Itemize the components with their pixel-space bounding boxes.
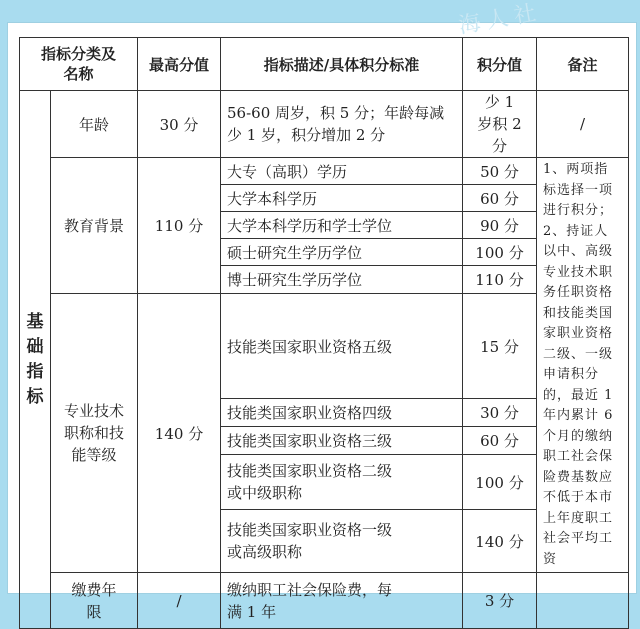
age-remark: / [537,91,629,158]
insurance-remark [537,573,629,629]
header-score: 积分值 [463,38,537,91]
education-item-desc: 博士研究生学历学位 [221,266,463,294]
education-item-score: 50 分 [463,158,537,185]
education-item-score: 110 分 [463,266,537,294]
header-max-score: 最高分值 [138,38,221,91]
professional-max: 140 分 [138,294,221,573]
base-indicator-label: 基础指标 [20,91,51,629]
education-item-score: 100 分 [463,239,537,266]
header-row [20,38,629,91]
age-desc: 56-60 周岁，积 5 分；年龄每减少 1 岁，积分增加 2 分 [221,91,463,158]
header-category: 指标分类及名称 [20,38,138,91]
education-item-desc: 大学本科学历和学士学位 [221,212,463,239]
professional-item-desc: 技能类国家职业资格二级或中级职称 [221,455,463,510]
insurance-name: 缴费年限 [51,573,138,629]
professional-item-desc: 技能类国家职业资格一级或高级职称 [221,510,463,573]
table-row [20,573,629,629]
table-row [20,91,629,158]
insurance-max: / [138,573,221,629]
professional-item-desc: 技能类国家职业资格五级 [221,294,463,399]
education-name: 教育背景 [51,158,138,294]
header-remarks: 备注 [537,38,629,91]
professional-item-desc: 技能类国家职业资格三级 [221,427,463,455]
table-row [20,158,629,185]
insurance-score: 3 分 [463,573,537,629]
education-item-desc: 硕士研究生学历学位 [221,239,463,266]
remarks-note: 1、两项指标选择一项进行积分；2、持证人以中、高级专业技术职务任职资格和技能类国家职业资格二级、一级申请积分的，最近 1 年内累计 6 个月的缴纳职工社会保险费基数应不低于本市上年度职工社会平均工资 [537,158,629,573]
age-name: 年龄 [51,91,138,158]
professional-item-desc: 技能类国家职业资格四级 [221,399,463,427]
education-item-desc: 大学本科学历 [221,185,463,212]
header-description: 指标描述/具体积分标准 [221,38,463,91]
professional-item-score: 60 分 [463,427,537,455]
education-item-desc: 大专（高职）学历 [221,158,463,185]
age-score: 少 1 岁积 2 分 [463,91,537,158]
professional-item-score: 15 分 [463,294,537,399]
professional-item-score: 100 分 [463,455,537,510]
professional-name: 专业技术职称和技能等级 [51,294,138,573]
points-table [19,37,629,629]
education-max: 110 分 [138,158,221,294]
watermark: 海人社 [456,0,544,40]
education-item-score: 60 分 [463,185,537,212]
professional-item-score: 30 分 [463,399,537,427]
professional-item-score: 140 分 [463,510,537,573]
age-max: 30 分 [138,91,221,158]
education-item-score: 90 分 [463,212,537,239]
insurance-desc: 缴纳职工社会保险费，每满 1 年 [221,573,463,629]
